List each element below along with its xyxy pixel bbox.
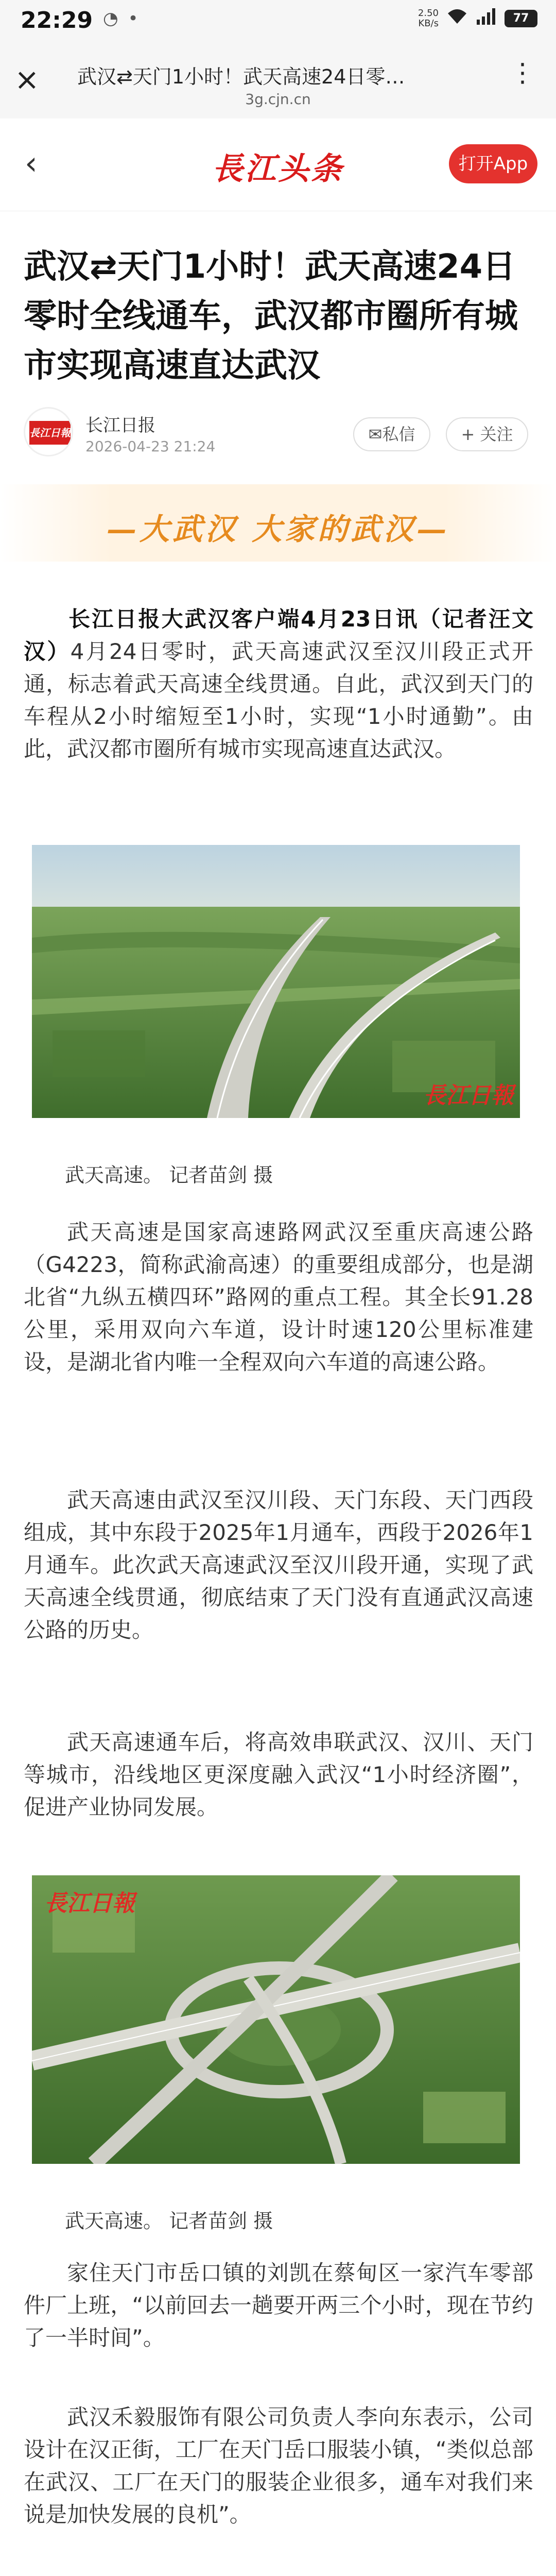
network-speed-unit: KB/s [418, 18, 439, 29]
private-message-label: 私信 [382, 425, 415, 444]
photo-watermark-logo: 長江日報 [44, 1890, 135, 1917]
status-bar [0, 0, 556, 41]
browser-page-title: 武汉⇄天门1小时！武天高速24日零… [77, 65, 405, 88]
paragraph-5: 家住天门市岳口镇的刘凯在蔡甸区一家汽车零部件厂上班，“以前回去一趟要开两三个小时，现在节约了一半时间”。 [24, 2260, 533, 2350]
status-time: 22:29 [21, 7, 93, 33]
photo-watermark-logo: 長江日報 [423, 1082, 514, 1109]
article-photo-1 [32, 845, 520, 1118]
network-speed-value: 2.50 [418, 7, 439, 19]
lead-text: 4月24日零时，武天高速武汉至汉川段正式开通，标志着武天高速全线贯通。自此，武汉到天门的车程从2小时缩短至1小时，实现“1小时通勤”。由此，武汉都市圈所有城市实现高速直达武汉。 [24, 639, 533, 761]
author-row [24, 407, 533, 469]
open-app-button[interactable]: 打开App [449, 144, 537, 183]
network-speed [418, 8, 439, 29]
photo-1-caption: 武天高速。 记者苗剑 摄 [65, 1164, 273, 1187]
publish-date: 2026-04-23 21:24 [85, 438, 216, 455]
article-headline: 武汉⇄天门1小时！武天高速24日零时全线通车，武汉都市圈所有城市实现高速直达武汉 [24, 248, 518, 385]
article-photo-2 [32, 1875, 520, 2164]
lead-paragraph [24, 603, 533, 765]
paragraph-3: 武天高速由武汉至汉川段、天门东段、天门西段组成，其中东段于2025年1月通车，西段于2026年1月通车。此次武天高速武汉至汉川段开通，实现了武天高速全线贯通，彻底结束了天门没有直通武汉高速公路的历史。 [24, 1487, 533, 1642]
more-options-icon[interactable]: ⋮ [510, 58, 535, 88]
status-right-group [418, 7, 537, 29]
battery-icon: 77 [505, 10, 537, 27]
author-name[interactable]: 长江日报 [85, 415, 155, 436]
avatar-logo-text: 長江日報 [29, 421, 71, 445]
wifi-icon [447, 7, 467, 29]
follow-button[interactable]: + 关注 [446, 417, 528, 451]
back-icon[interactable]: ‹ [25, 144, 38, 182]
photo-2-caption: 武天高速。 记者苗剑 摄 [65, 2210, 273, 2232]
signal-icon [476, 7, 496, 29]
app-header [0, 118, 556, 211]
private-message-button[interactable] [353, 417, 430, 451]
browser-bar [0, 41, 556, 118]
article-banner [0, 484, 556, 562]
paragraph-4: 武天高速通车后，将高效串联武汉、汉川、天门等城市，沿线地区更深度融入武汉“1小时经济圈”，促进产业协同发展。 [24, 1730, 533, 1820]
browser-domain: 3g.cjn.cn [245, 91, 311, 108]
author-avatar[interactable] [24, 407, 73, 456]
paragraph-2: 武天高速是国家高速路网武汉至重庆高速公路（G4223，简称武渝高速）的重要组成部分，也是湖北省“九纵五横四环”路网的重点工程。其全长91.28公里，采用双向六车道，设计时速120公里标准建设，是湖北省内唯一全程双向六车道的高速公路。 [24, 1219, 533, 1375]
lead-dateline: 长江日报大武汉客户端4月23日讯（记者汪文汉） [24, 606, 533, 664]
paragraph-6: 武汉禾毅服饰有限公司负责人李向东表示，公司设计在汉正街，工厂在天门岳口服装小镇，“类似总部在武汉、工厂在天门的服装企业很多，通车对我们来说是加快发展的良机”。 [24, 2404, 533, 2527]
banner-slogan: —大武汉 大家的武汉— [106, 512, 450, 547]
status-indicators: ◔ • [103, 8, 141, 29]
close-icon[interactable]: × [14, 62, 40, 97]
app-logo: 長江头条 [212, 151, 344, 187]
message-icon: ✉ [368, 425, 383, 444]
